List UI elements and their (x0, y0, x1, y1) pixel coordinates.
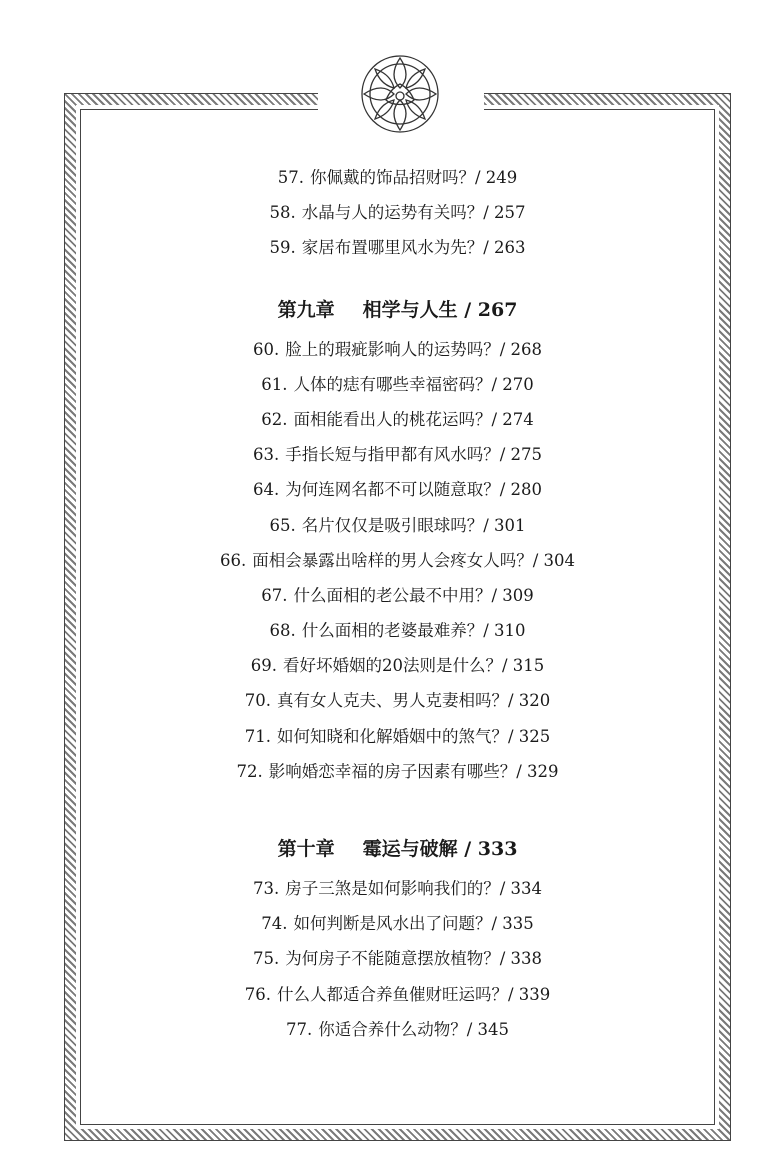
lotus-emblem-icon (356, 50, 444, 138)
toc-entry-72[interactable]: 72. 影响婚恋幸福的房子因素有哪些？/ 329 (236, 761, 559, 781)
toc-entry-57[interactable]: 57. 你佩戴的饰品招财吗？/ 249 (277, 168, 518, 187)
section-items-60-72 (80, 332, 715, 789)
toc-entry-67[interactable]: 67. 什么面相的老公最不中用？/ 309 (261, 585, 534, 605)
toc-entry-61[interactable]: 61. 人体的痣有哪些幸福密码？/ 270 (261, 374, 534, 394)
chapter-heading-10[interactable]: 第十章 霉运与破解 / 333 (277, 838, 518, 860)
toc-entry-63[interactable]: 63. 手指长短与指甲都有风水吗？/ 275 (252, 445, 543, 465)
toc-entry-77[interactable]: 77. 你适合养什么动物？/ 345 (285, 1019, 510, 1039)
toc-entry-59[interactable]: 59. 家居布置哪里风水为先？/ 263 (269, 238, 526, 258)
table-of-contents (80, 160, 715, 1047)
toc-entry-71[interactable]: 71. 如何知晓和化解婚姻中的煞气？/ 325 (244, 726, 551, 746)
chapter-heading-9[interactable]: 第九章 相学与人生 / 267 (277, 298, 518, 321)
toc-entry-75[interactable]: 75. 为何房子不能随意摆放植物？/ 338 (252, 949, 543, 969)
toc-entry-60[interactable]: 60. 脸上的瑕疵影响人的运势吗？/ 268 (252, 339, 543, 359)
toc-entry-64[interactable]: 64. 为何连网名都不可以随意取？/ 280 (252, 480, 543, 500)
toc-entry-76[interactable]: 76. 什么人都适合养鱼催财旺运吗？/ 339 (244, 984, 551, 1004)
toc-entry-66[interactable]: 66. 面相会暴露出啥样的男人会疼女人吗？/ 304 (219, 550, 576, 570)
toc-entry-69[interactable]: 69. 看好坏婚姻的20法则是什么？/ 315 (250, 656, 545, 676)
toc-entry-62[interactable]: 62. 面相能看出人的桃花运吗？/ 274 (261, 409, 534, 429)
toc-entry-70[interactable]: 70. 真有女人克夫、男人克妻相吗？/ 320 (244, 691, 551, 711)
section-items-73-77 (80, 871, 715, 1047)
toc-entry-58[interactable]: 58. 水晶与人的运势有关吗？/ 257 (269, 203, 526, 223)
section-items-57-59 (80, 160, 715, 266)
toc-entry-74[interactable]: 74. 如何判断是风水出了问题？/ 335 (261, 914, 534, 934)
toc-entry-68[interactable]: 68. 什么面相的老婆最难养？/ 310 (269, 621, 526, 641)
toc-entry-65[interactable]: 65. 名片仅仅是吸引眼球吗？/ 301 (269, 515, 526, 535)
toc-entry-73[interactable]: 73. 房子三煞是如何影响我们的？/ 334 (252, 879, 543, 898)
